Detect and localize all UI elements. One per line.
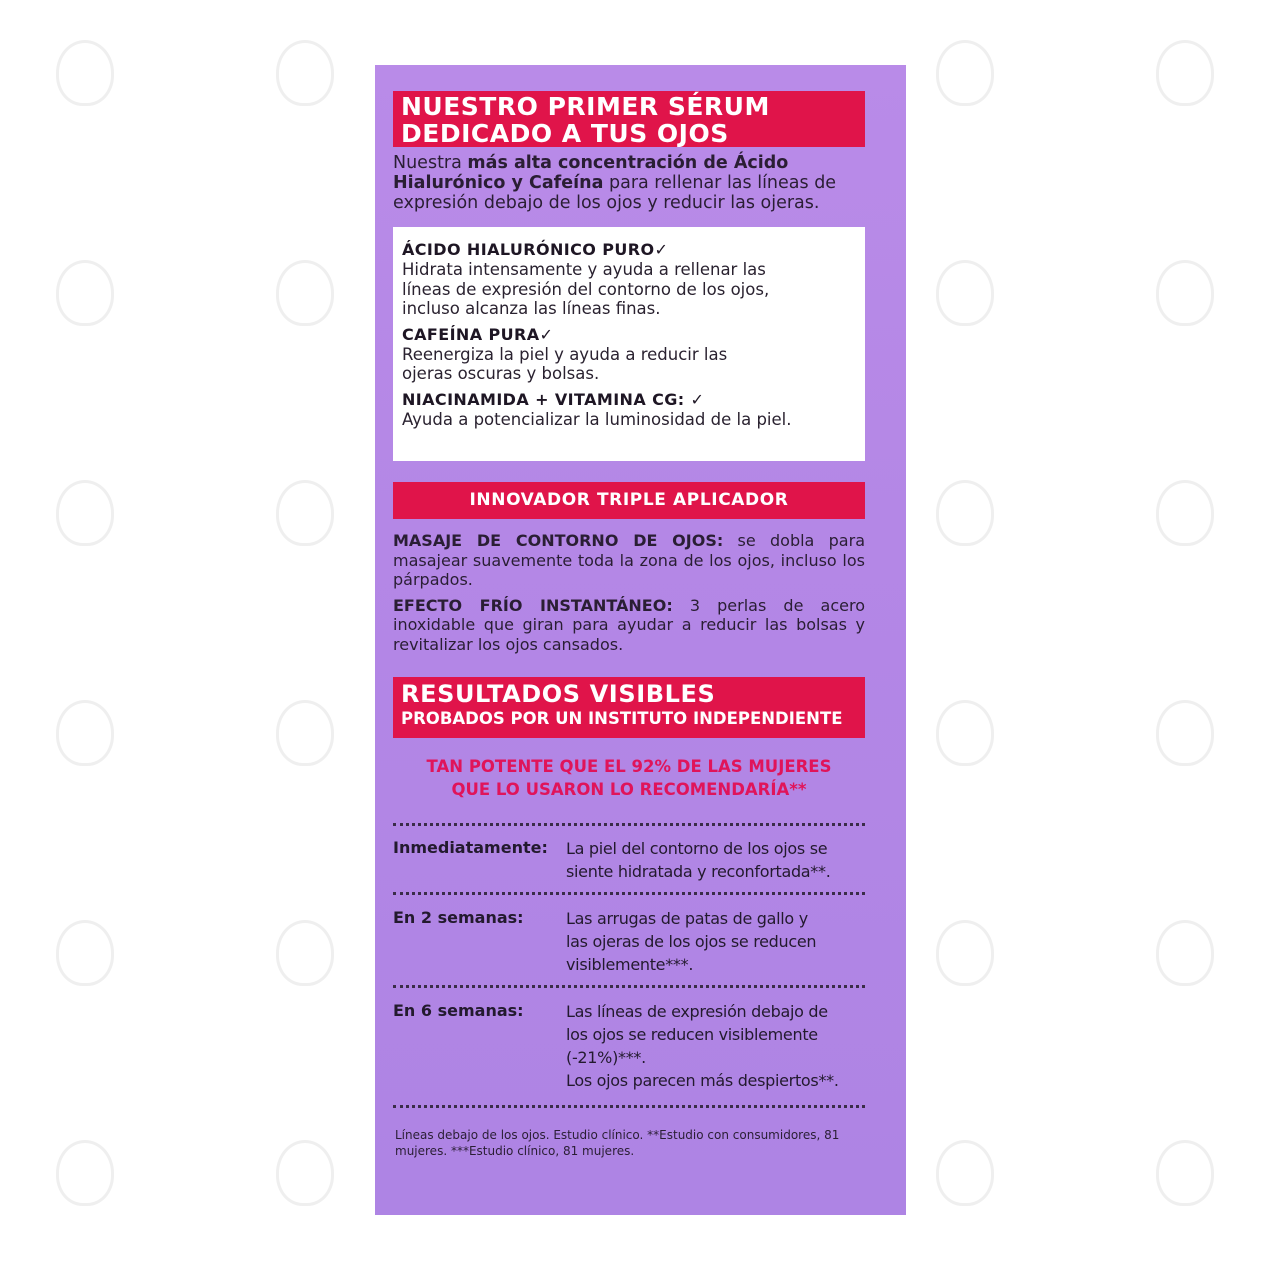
ingredient-title: NIACINAMIDA + VITAMINA CG: ✓ xyxy=(402,389,705,409)
watermark-logo xyxy=(915,40,1015,150)
dotted-divider xyxy=(393,985,865,988)
watermark-logo xyxy=(35,700,135,810)
ingredient-description xyxy=(402,410,857,430)
watermark-seal-icon xyxy=(276,1140,334,1206)
result-text xyxy=(566,837,866,883)
header-band xyxy=(393,91,865,147)
watermark-seal-icon xyxy=(936,1140,994,1206)
watermark-logo xyxy=(1135,920,1235,1030)
result-line: Las líneas de expresión debajo de xyxy=(566,1002,828,1021)
results-subtitle: PROBADOS POR UN INSTITUTO INDEPENDIENTE xyxy=(401,709,843,728)
claim-line-2: QUE LO USARON LO RECOMENDARÍA** xyxy=(451,780,807,799)
product-panel xyxy=(375,65,906,1215)
result-label: Inmediatamente: xyxy=(393,838,548,857)
ingredient-line: líneas de expresión del contorno de los ojos, xyxy=(402,279,770,299)
ingredient-description xyxy=(402,260,857,319)
watermark-seal-icon xyxy=(1156,1140,1214,1206)
watermark-logo xyxy=(1135,260,1235,370)
watermark-logo xyxy=(915,260,1015,370)
watermark-logo xyxy=(1135,700,1235,810)
ingredient-line: ojeras oscuras y bolsas. xyxy=(402,364,600,383)
intro-part-2: para rellenar las líneas de expresión debajo de los ojos y reducir las ojeras. xyxy=(393,173,837,213)
applicator-item-text: 3 perlas de acero inoxidable que giran para ayudar a reducir las bolsas y revitalizar los ojos cansados. xyxy=(393,595,865,654)
result-label: En 2 semanas: xyxy=(393,908,524,927)
watermark-seal-icon xyxy=(56,920,114,986)
ingredient-line: Reenergiza la piel y ayuda a reducir las xyxy=(402,344,728,364)
result-text xyxy=(566,907,866,976)
result-line: las ojeras de los ojos se reducen xyxy=(566,932,817,951)
ingredient-description xyxy=(402,345,857,384)
watermark-logo xyxy=(1135,480,1235,590)
header-line-1: NUESTRO PRIMER SÉRUM xyxy=(401,92,770,121)
dotted-divider xyxy=(393,1105,865,1108)
watermark-seal-icon xyxy=(276,40,334,106)
ingredient-line: incluso alcanza las líneas finas. xyxy=(402,299,661,318)
ingredients-box xyxy=(393,227,865,461)
footnote: Líneas debajo de los ojos. Estudio clínico. **Estudio con consumidores, 81 mujeres. ***Estudio clínico, 81 mujeres. xyxy=(395,1128,840,1158)
ingredient-line: Hidrata intensamente y ayuda a rellenar las xyxy=(402,260,766,279)
watermark-seal-icon xyxy=(56,480,114,546)
result-line: Las arrugas de patas de gallo y xyxy=(566,909,808,928)
watermark-logo xyxy=(255,920,355,1030)
watermark-seal-icon xyxy=(936,700,994,766)
ingredient-title: CAFEÍNA PURA✓ xyxy=(402,324,554,344)
applicator-item xyxy=(393,531,865,590)
watermark-seal-icon xyxy=(56,700,114,766)
watermark-logo xyxy=(255,40,355,150)
watermark-seal-icon xyxy=(276,480,334,546)
applicator-text xyxy=(393,531,865,660)
ingredient-title: ÁCIDO HIALURÓNICO PURO✓ xyxy=(402,240,669,259)
watermark-logo xyxy=(35,1140,135,1250)
watermark-logo xyxy=(35,920,135,1030)
watermark-seal-icon xyxy=(1156,480,1214,546)
header-line-2: DEDICADO A TUS OJOS xyxy=(401,119,729,148)
watermark-seal-icon xyxy=(936,920,994,986)
result-line: La piel del contorno de los ojos se xyxy=(566,839,828,858)
dotted-divider xyxy=(393,823,865,826)
watermark-seal-icon xyxy=(1156,920,1214,986)
results-title: RESULTADOS VISIBLES xyxy=(401,680,716,708)
result-line: visiblemente***. xyxy=(566,955,694,974)
watermark-logo xyxy=(915,700,1015,810)
applicator-item xyxy=(393,596,865,655)
watermark-seal-icon xyxy=(936,40,994,106)
applicator-item-title: MASAJE DE CONTORNO DE OJOS: xyxy=(393,531,724,550)
watermark-logo xyxy=(1135,1140,1235,1250)
result-line: los ojos se reducen visiblemente xyxy=(566,1025,818,1044)
watermark-logo xyxy=(255,260,355,370)
watermark-seal-icon xyxy=(936,260,994,326)
dotted-divider xyxy=(393,892,865,895)
claim-line-1: TAN POTENTE QUE EL 92% DE LAS MUJERES xyxy=(426,757,832,776)
watermark-seal-icon xyxy=(56,40,114,106)
result-line: siente hidratada y reconfortada**. xyxy=(566,862,831,881)
watermark-seal-icon xyxy=(276,260,334,326)
watermark-logo xyxy=(35,260,135,370)
watermark-seal-icon xyxy=(56,260,114,326)
watermark-seal-icon xyxy=(936,480,994,546)
intro-text xyxy=(393,153,873,213)
watermark-logo xyxy=(255,700,355,810)
result-line: Los ojos parecen más despiertos**. xyxy=(566,1071,839,1090)
results-band xyxy=(393,677,865,738)
intro-bold: más alta concentración de Ácido Hialurónico y Cafeína xyxy=(393,153,789,193)
watermark-logo xyxy=(915,1140,1015,1250)
recommendation-claim xyxy=(393,755,865,801)
watermark-seal-icon xyxy=(276,700,334,766)
applicator-item-text: se dobla para masajear suavemente toda la zona de los ojos, incluso los párpados. xyxy=(393,531,865,589)
watermark-logo xyxy=(255,1140,355,1250)
result-label: En 6 semanas: xyxy=(393,1001,524,1020)
result-line: (-21%)***. xyxy=(566,1048,646,1067)
watermark-logo xyxy=(35,40,135,150)
watermark-seal-icon xyxy=(1156,260,1214,326)
applicator-item-title: EFECTO FRÍO INSTANTÁNEO: xyxy=(393,595,673,615)
watermark-logo xyxy=(915,480,1015,590)
applicator-band: INNOVADOR TRIPLE APLICADOR xyxy=(393,482,865,519)
watermark-logo xyxy=(1135,40,1235,150)
ingredient-line: Ayuda a potencializar la luminosidad de la piel. xyxy=(402,409,792,429)
watermark-seal-icon xyxy=(276,920,334,986)
watermark-logo xyxy=(35,480,135,590)
watermark-seal-icon xyxy=(56,1140,114,1206)
intro-part-1: Nuestra xyxy=(393,153,468,173)
watermark-seal-icon xyxy=(1156,700,1214,766)
watermark-logo xyxy=(255,480,355,590)
result-text xyxy=(566,1000,866,1092)
watermark-seal-icon xyxy=(1156,40,1214,106)
watermark-logo xyxy=(915,920,1015,1030)
